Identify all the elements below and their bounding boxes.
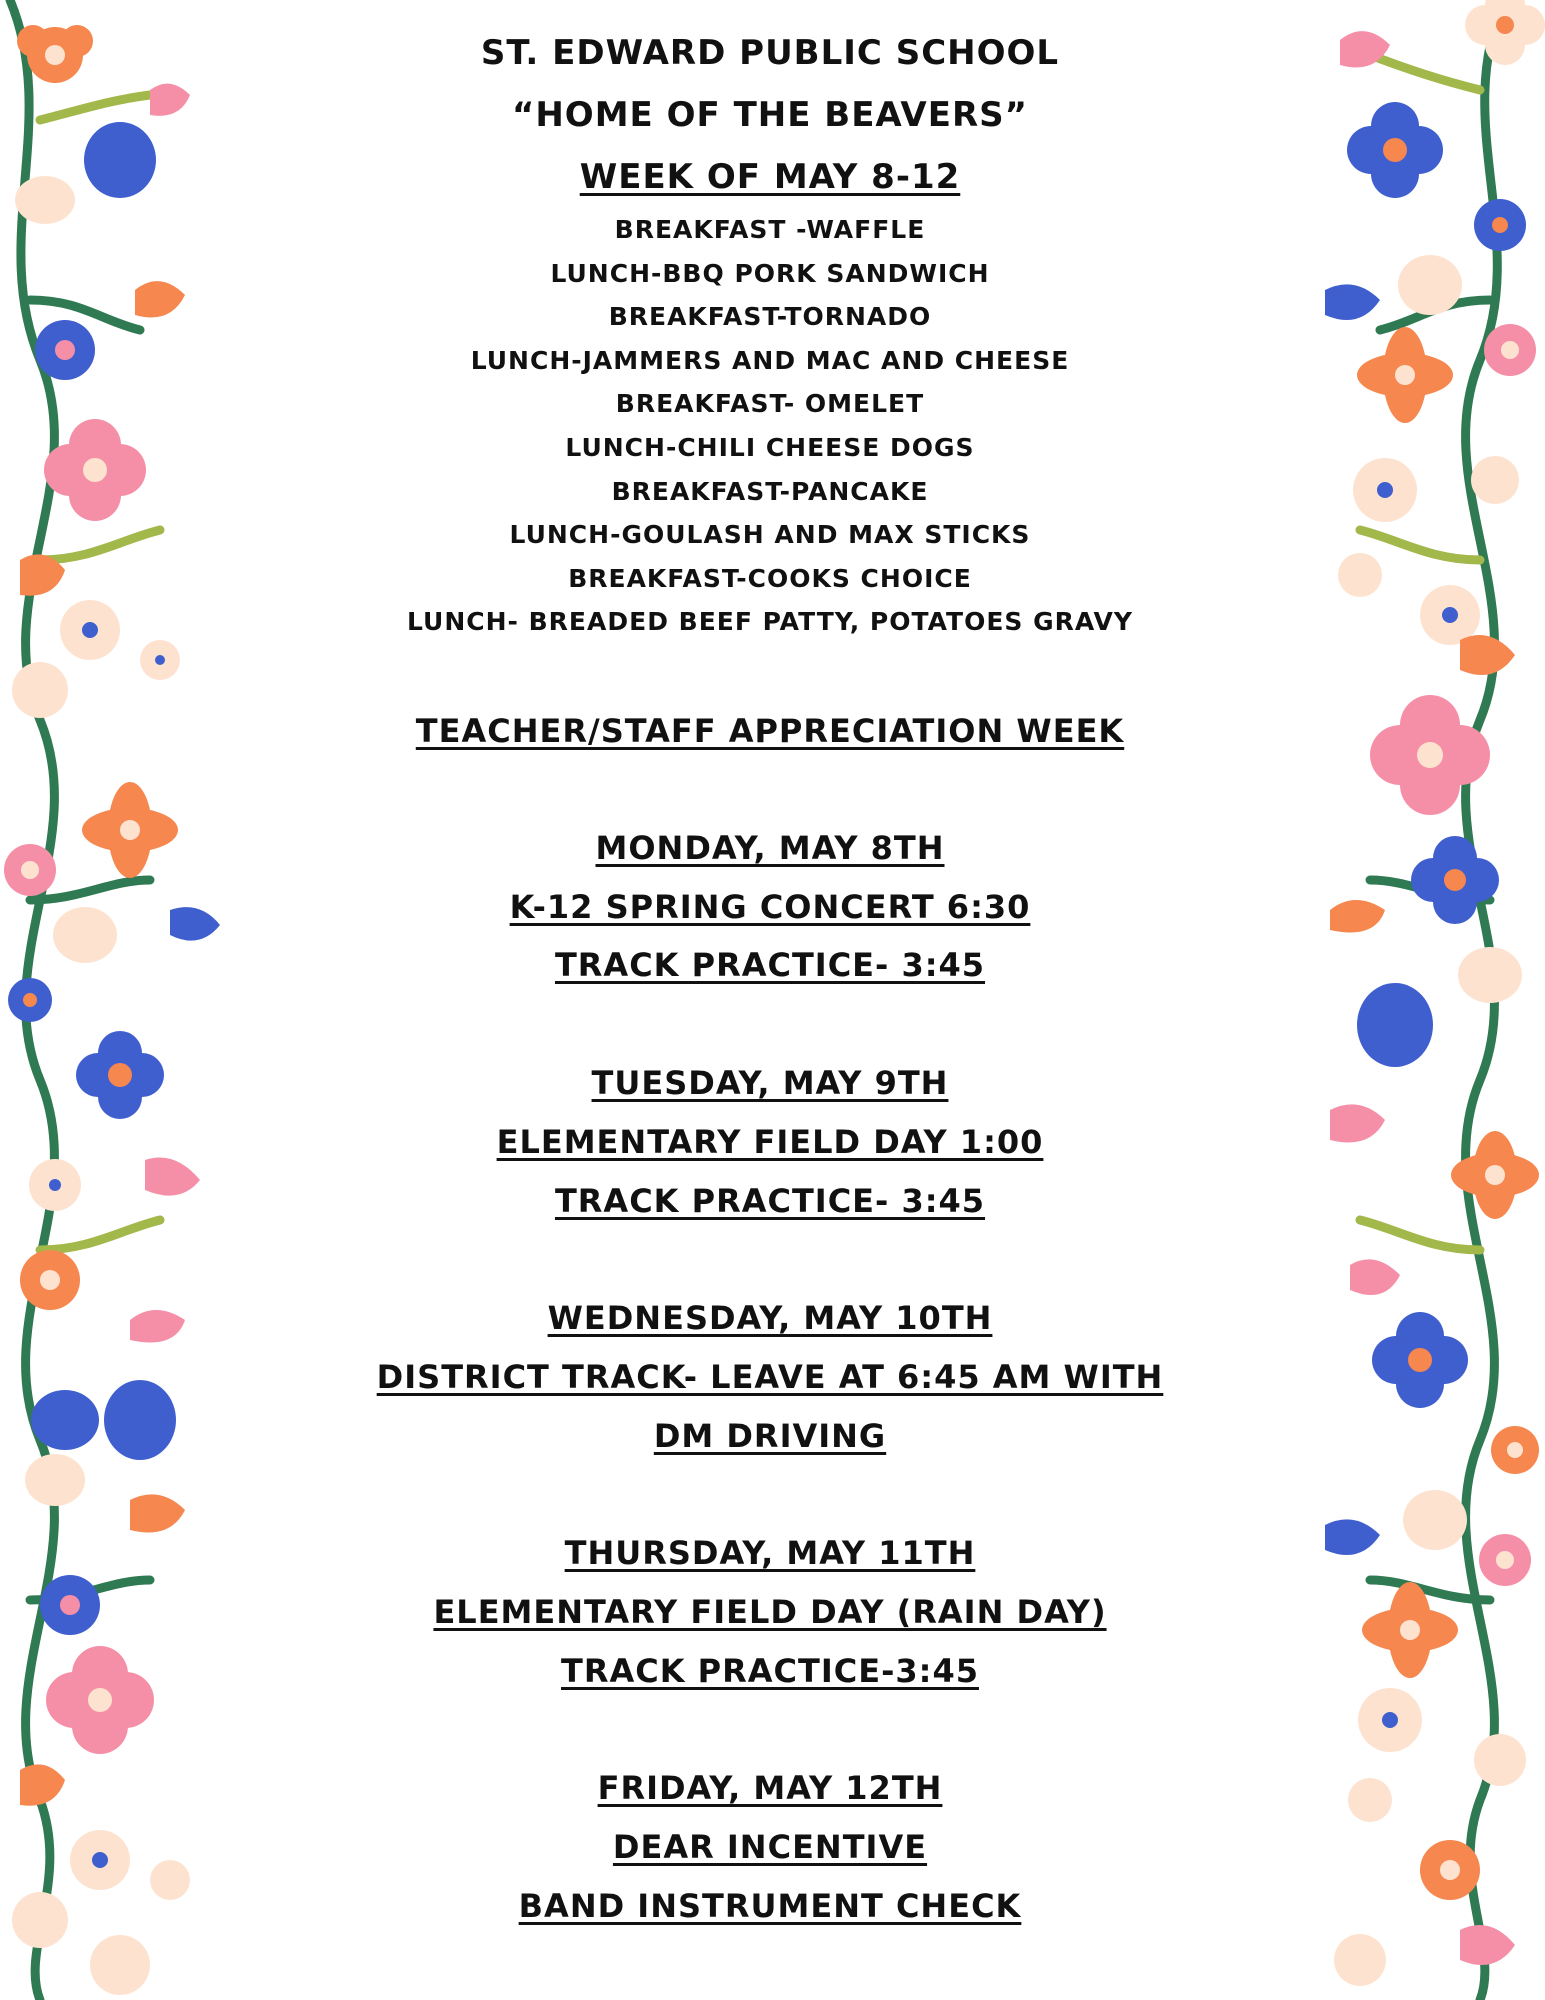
- menu-item: LUNCH-CHILI CHEESE DOGS: [565, 432, 975, 462]
- day-block-wednesday: [240, 1289, 1300, 1465]
- menu-item: LUNCH-GOULASH AND MAX STICKS: [509, 520, 1031, 550]
- week-title: WEEK OF MAY 8-12: [579, 157, 961, 197]
- event-item: ELEMENTARY FIELD DAY 1:00: [496, 1122, 1044, 1161]
- day-heading: THURSDAY, MAY 11TH: [564, 1534, 976, 1573]
- day-heading: WEDNESDAY, MAY 10TH: [547, 1299, 993, 1338]
- menu-item: BREAKFAST-COOKS CHOICE: [568, 563, 972, 593]
- event-item: ELEMENTARY FIELD DAY (RAIN DAY): [433, 1593, 1107, 1632]
- day-heading: TUESDAY, MAY 9TH: [591, 1064, 949, 1103]
- floral-border-right: [1300, 0, 1545, 2000]
- school-name: ST. EDWARD PUBLIC SCHOOL: [480, 33, 1060, 73]
- events-section: [240, 702, 1300, 1995]
- appreciation-week-title: TEACHER/STAFF APPRECIATION WEEK: [415, 712, 1125, 750]
- event-item: DM DRIVING: [653, 1416, 887, 1455]
- event-item: TRACK PRACTICE-3:45: [561, 1651, 979, 1690]
- menu-list: [240, 208, 1300, 644]
- menu-item: LUNCH- BREADED BEEF PATTY, POTATOES GRAVY: [407, 607, 1133, 637]
- day-heading: MONDAY, MAY 8TH: [595, 829, 945, 867]
- menu-item: BREAKFAST- OMELET: [615, 389, 925, 419]
- flyer-header: [240, 22, 1300, 644]
- day-block-monday: [240, 819, 1300, 995]
- flowers-right: [1325, 0, 1545, 1986]
- menu-item: BREAKFAST-PANCAKE: [611, 476, 929, 506]
- day-block-friday: [240, 1759, 1300, 1935]
- event-item: DISTRICT TRACK- LEAVE AT 6:45 AM WITH: [376, 1357, 1164, 1396]
- day-heading: FRIDAY, MAY 12TH: [597, 1769, 943, 1808]
- menu-item: BREAKFAST-TORNADO: [608, 302, 932, 332]
- event-item: K-12 SPRING CONCERT 6:30: [509, 887, 1031, 926]
- event-item: TRACK PRACTICE- 3:45: [554, 946, 986, 985]
- floral-border-left: [0, 0, 240, 2000]
- day-block-thursday: [240, 1524, 1300, 1700]
- menu-item: BREAKFAST -WAFFLE: [614, 215, 926, 244]
- school-motto: “HOME OF THE BEAVERS”: [512, 95, 1028, 135]
- flyer-content: [240, 0, 1300, 2000]
- menu-item: LUNCH-JAMMERS AND MAC AND CHEESE: [470, 345, 1070, 375]
- event-item: TRACK PRACTICE- 3:45: [554, 1181, 986, 1220]
- day-block-tuesday: [240, 1054, 1300, 1230]
- event-item: BAND INSTRUMENT CHECK: [518, 1886, 1022, 1925]
- menu-item: LUNCH-BBQ PORK SANDWICH: [550, 258, 990, 288]
- event-item: DEAR INCENTIVE: [612, 1828, 928, 1867]
